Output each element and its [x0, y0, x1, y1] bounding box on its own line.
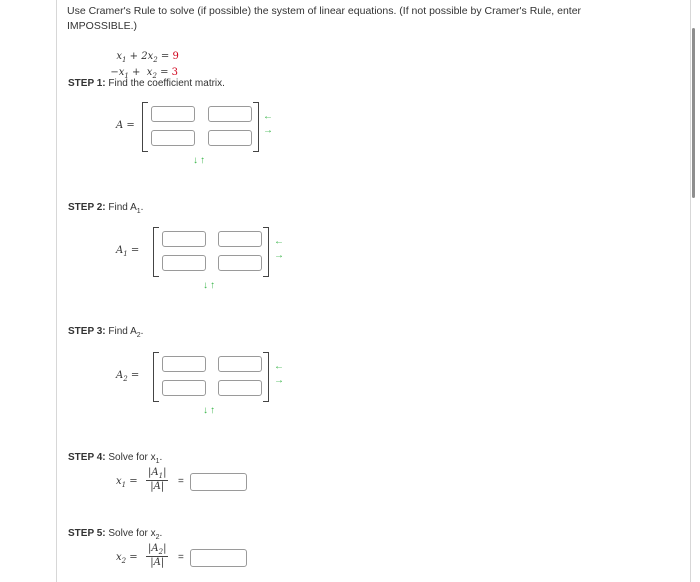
matrix-a1-remove-row-arrow[interactable]: → — [274, 250, 284, 261]
matrix-a-cell-r2c1[interactable] — [151, 130, 195, 146]
matrix-a-label: A = — [116, 120, 135, 131]
matrix-a2-column-arrows[interactable]: ↓↑ — [203, 405, 217, 416]
content-frame-left-border — [56, 0, 57, 582]
step-3-label: STEP 3: Find $A_2$. — [68, 326, 144, 339]
equation-2: $-x_1 + x_2 = 3$ — [110, 67, 179, 80]
matrix-a-left-bracket — [142, 102, 148, 152]
problem-prompt: Use Cramer's Rule to solve (if possible) the system of linear equations. (If not possible by Cramer's Rule, enter IMPOSSIBLE.) — [67, 5, 582, 32]
x1-answer-input[interactable] — [190, 473, 247, 491]
matrix-a-column-arrows[interactable]: ↓↑ — [193, 155, 207, 166]
step-4-label: STEP 4: Solve for $x_1$. — [68, 452, 163, 465]
equation-1: $x_1 + 2x_2 = 9$ — [116, 51, 179, 64]
matrix-a-add-row-arrow[interactable]: ← — [263, 111, 273, 122]
matrix-a2-cell-r1c1[interactable] — [162, 356, 206, 372]
matrix-a-cell-r1c1[interactable] — [151, 106, 195, 122]
content-frame-right-border — [690, 0, 691, 582]
x2-equals-sign: = — [178, 552, 184, 563]
step-1-label: STEP 1: Find the coefficient matrix. — [68, 78, 225, 89]
x1-equals-sign: = — [178, 476, 184, 487]
matrix-a-cell-r2c2[interactable] — [208, 130, 252, 146]
matrix-a1-label: $A_1$ = — [116, 245, 140, 258]
x2-fraction — [146, 543, 168, 568]
matrix-a1-right-bracket — [263, 227, 269, 277]
matrix-a1-cell-r2c1[interactable] — [162, 255, 206, 271]
matrix-a-right-bracket — [253, 102, 259, 152]
x2-fraction-numerator: $|A_2|$ — [148, 543, 167, 556]
matrix-a-remove-row-arrow[interactable]: → — [263, 125, 273, 136]
matrix-a1-cell-r1c2[interactable] — [218, 231, 262, 247]
matrix-a2-cell-r1c2[interactable] — [218, 356, 262, 372]
step-2-label: STEP 2: Find $A_1$. — [68, 202, 144, 215]
matrix-a-cell-r1c2[interactable] — [208, 106, 252, 122]
matrix-a1-column-arrows[interactable]: ↓↑ — [203, 280, 217, 291]
matrix-a2-left-bracket — [153, 352, 159, 402]
matrix-a2-right-bracket — [263, 352, 269, 402]
x1-fraction-numerator: $|A_1|$ — [148, 467, 167, 480]
matrix-a2-add-row-arrow[interactable]: ← — [274, 361, 284, 372]
matrix-a1-add-row-arrow[interactable]: ← — [274, 236, 284, 247]
scrollbar-thumb[interactable] — [692, 28, 695, 198]
x2-variable: $x_2$ = — [116, 552, 138, 565]
x1-fraction-denominator: |A| — [150, 481, 165, 492]
matrix-a2-remove-row-arrow[interactable]: → — [274, 375, 284, 386]
matrix-a2-cell-r2c2[interactable] — [218, 380, 262, 396]
matrix-a2-cell-r2c1[interactable] — [162, 380, 206, 396]
matrix-a1-left-bracket — [153, 227, 159, 277]
matrix-a2-label: $A_2$ = — [116, 370, 140, 383]
matrix-a1-cell-r1c1[interactable] — [162, 231, 206, 247]
x1-fraction — [146, 467, 168, 492]
x2-answer-input[interactable] — [190, 549, 247, 567]
x1-variable: $x_1$ = — [116, 476, 138, 489]
x2-fraction-denominator: |A| — [150, 557, 165, 568]
step-5-label: STEP 5: Solve for $x_2$. — [68, 528, 163, 541]
matrix-a1-cell-r2c2[interactable] — [218, 255, 262, 271]
